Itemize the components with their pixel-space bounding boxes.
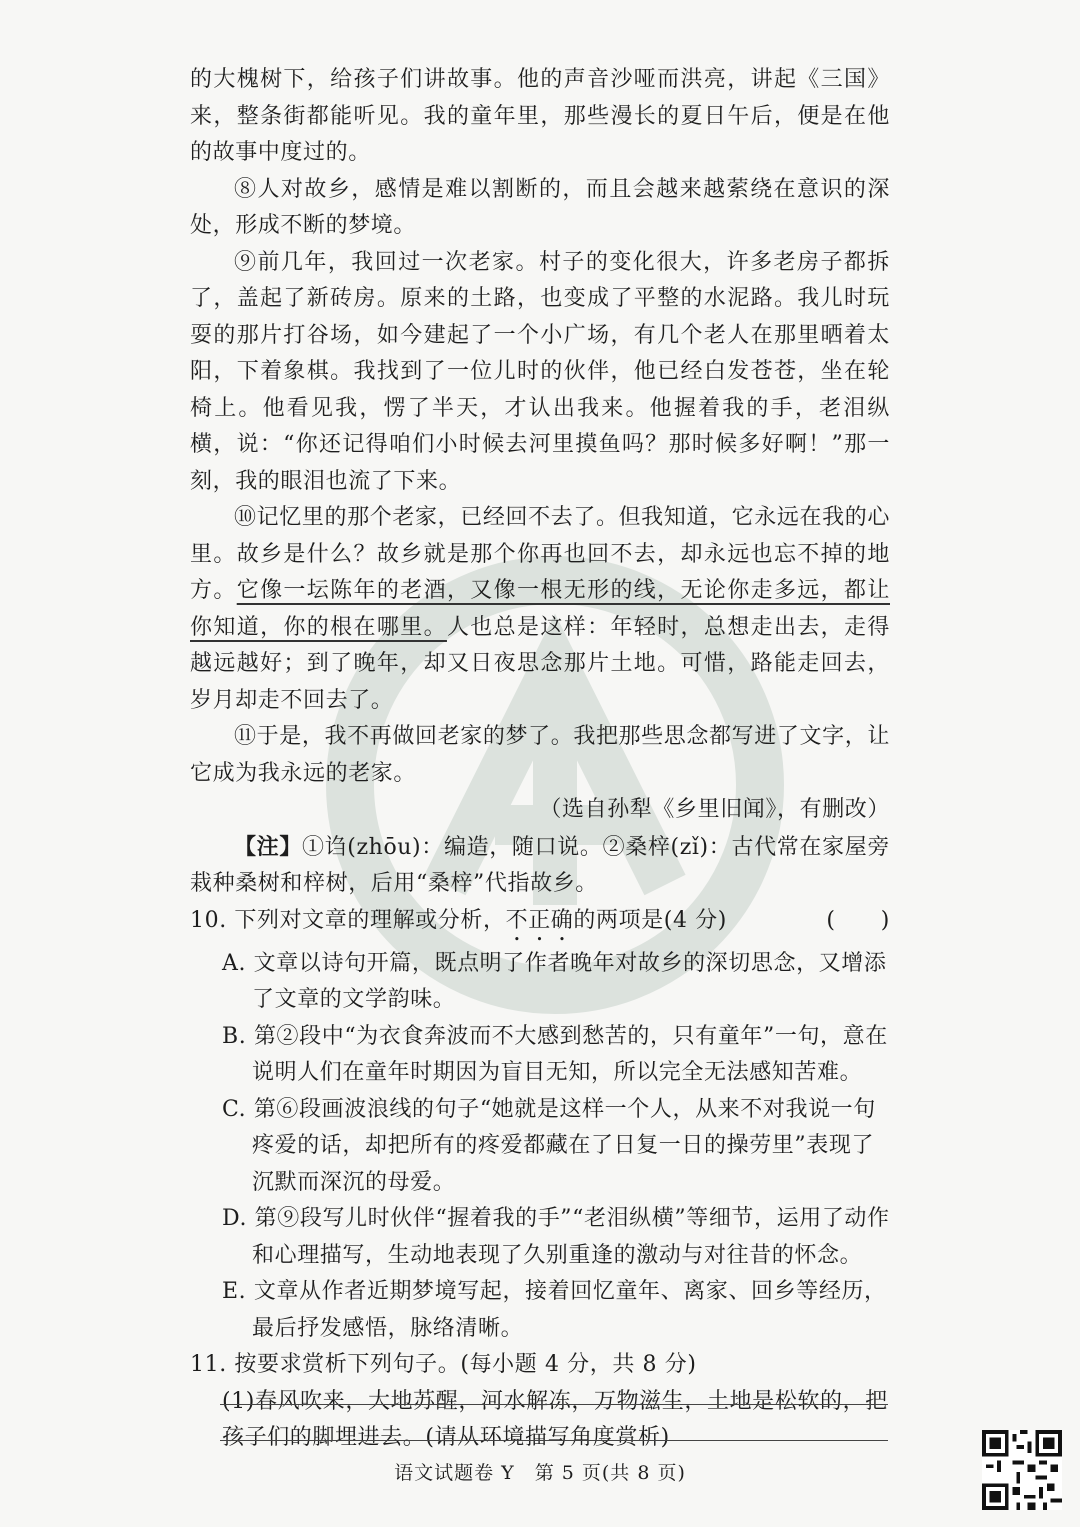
- q10-title-post: 的两项是(4 分): [573, 907, 727, 933]
- note-label: 【注】: [234, 833, 302, 860]
- question-10-title: [190, 903, 890, 946]
- paragraph-10-part-a: ⑩记忆里的那个老家，已经回不去了。但我知道，它永远在我的心里。故乡是什么？故乡就是那个你再也回不去，却永远也忘不掉的地方。: [190, 505, 890, 603]
- article-content: [190, 62, 890, 1457]
- option-a: A. 文章以诗句开篇，既点明了作者晚年对故乡的深切思念，又增添了文章的文学韵味。: [222, 950, 887, 1012]
- annotation-note: [190, 829, 890, 903]
- source-citation: （选自孙犁《乡里旧闻》，有删改）: [539, 797, 890, 822]
- question-10-stem: [190, 903, 727, 946]
- paragraph-10: [190, 500, 890, 719]
- option-c: C. 第⑥段画波浪线的句子“她就是这样一个人，从来不对我说一句疼爱的话，却把所有的疼爱都藏在了日复一日的操劳里”表现了沉默而深沉的母爱。: [222, 1096, 876, 1195]
- answer-bracket: ( ): [826, 907, 890, 933]
- answer-line-2: [220, 1440, 888, 1441]
- q10-emphasis: 不正确: [505, 907, 574, 933]
- option-d: D. 第⑨段写儿时伙伴“握着我的手”“老泪纵横”等细节，运用了动作和心理描写，生动地表现了久别重逢的激动与对往昔的怀念。: [222, 1206, 890, 1268]
- paragraph-9: ⑨前几年，我回过一次老家。村子的变化很大，许多老房子都拆了，盖起了新砖房。原来的土路，也变成了平整的水泥路。我儿时玩耍的那片打谷场，如今建起了一个小广场，有几个老人在那里晒着太阳，下着象棋。我找到了一位儿时的伙伴，他已经白发苍苍，坐在轮椅上。他看见我，愣了半天，才认出我来。他握着我的手，老泪纵横，说：“你还记得咱们小时候去河里摸鱼吗？那时候多好啊！”那一刻，我的眼泪也流了下来。: [190, 249, 890, 494]
- question-11-sub-1: (1)春风吹来，大地苏醒，河水解冻，万物滋生，土地是松软的，把孩子们的脚埋进去。(请从环境描写角度赏析): [222, 1388, 888, 1450]
- question-11-title: 11. 按要求赏析下列句子。(每小题 4 分，共 8 分): [190, 1352, 697, 1377]
- page-footer: 语文试题卷 Y 第 5 页(共 8 页): [394, 1462, 686, 1484]
- paragraph-8: ⑧人对故乡，感情是难以割断的，而且会越来越萦绕在意识的深处，形成不断的梦境。: [190, 176, 890, 238]
- option-b: B. 第②段中“为衣食奔波而不大感到愁苦的，只有童年”一句，意在说明人们在童年时期因为盲目无知，所以完全无法感知苦难。: [222, 1023, 888, 1085]
- paragraph-11: ⑪于是，我不再做回老家的梦了。我把那些思念都写进了文字，让它成为我永远的老家。: [190, 724, 890, 786]
- paragraph-7-continued: 的大槐树下，给孩子们讲故事。他的声音沙哑而洪亮，讲起《三国》来，整条街都能听见。我的童年里，那些漫长的夏日午后，便是在他的故事中度过的。: [190, 67, 890, 165]
- option-e: E. 文章从作者近期梦境写起，接着回忆童年、离家、回乡等经历，最后抒发感悟，脉络清晰。: [222, 1279, 887, 1341]
- qr-code-icon: [982, 1430, 1062, 1510]
- wavy-underlined-sentence: 它像一坛陈年的老酒，又像一根无形的线，无论你走多远，都让你知道，你的根在哪里。: [190, 578, 890, 640]
- note-text: ①诌(zhōu)：编造，随口说。②桑梓(zǐ)：古代常在家屋旁栽种桑树和梓树，后用“桑梓”代指故乡。: [190, 834, 890, 896]
- paragraph-10-part-b: 人也总是这样：年轻时，总想走出去，走得越远越好；到了晚年，却又日夜思念那片土地。可惜，路能走回去，岁月却走不回去了。: [190, 614, 890, 713]
- q10-title-pre: 10. 下列对文章的理解或分析，: [190, 907, 506, 933]
- answer-line-1: [220, 1404, 888, 1405]
